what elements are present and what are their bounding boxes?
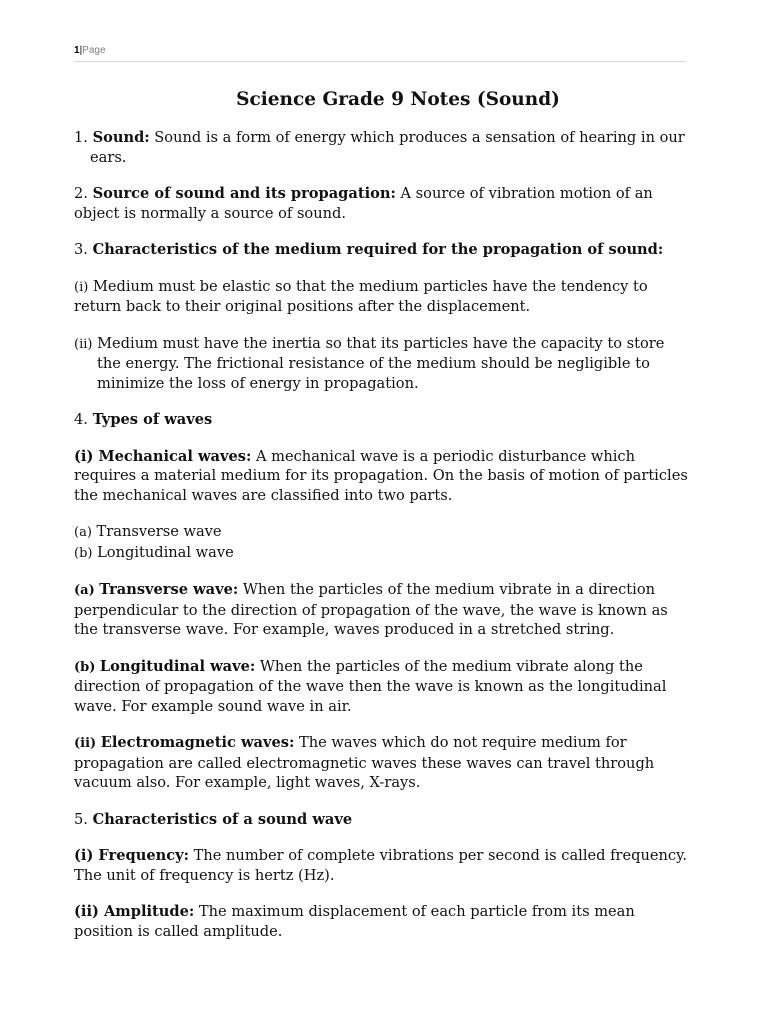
medium-item-elastic <box>74 277 688 317</box>
section-medium-characteristics <box>74 240 688 260</box>
list-item-transverse <box>74 522 688 543</box>
document-title: Science Grade 9 Notes (Sound) <box>236 89 560 110</box>
section-sound <box>74 128 688 167</box>
section-heading: Source of sound and its propagation: <box>92 185 396 202</box>
medium-item-inertia <box>74 334 688 394</box>
section-heading: Characteristics of a sound wave <box>92 810 353 828</box>
item-text: Transverse wave <box>91 523 222 540</box>
item-label: (ii) <box>74 336 93 352</box>
item-label: (i) <box>74 447 99 465</box>
item-heading: (i) Frequency: <box>74 847 189 864</box>
section-number: 4. <box>74 411 93 428</box>
section-types-of-waves <box>74 410 688 430</box>
item-heading: Longitudinal wave: <box>99 657 256 675</box>
item-text: The waves which do not require medium for propagation are called electromagnetic waves these waves can travel through vacuum also. For example, light waves, X-rays. <box>74 734 655 791</box>
item-text: Longitudinal wave <box>92 543 234 561</box>
electromagnetic-waves <box>74 733 688 793</box>
item-text: When the particles of the medium vibrate along the direction of propagation of the wave then the wave is known as the longitudinal wave. For example sound wave in air. <box>74 657 667 715</box>
item-text: Medium must be elastic so that the medium particles have the tendency to return back to their original positions after the displacement. <box>74 277 648 315</box>
section-number: 1. <box>74 129 93 146</box>
section-number: 3. <box>74 241 93 258</box>
mechanical-waves <box>74 447 688 506</box>
item-text: Medium must have the inertia so that its particles have the capacity to store the energy. The frictional resistance of the medium should be negligible to minimize the loss of energy in propagation. <box>92 334 665 392</box>
item-text: A mechanical wave is a periodic disturbance which requires a material medium for its propagation. On the basis of motion of particles the mechanical waves are classified into two parts. <box>74 447 688 504</box>
item-text: The maximum displacement of each particle from its mean position is called amplitude. <box>74 903 635 940</box>
item-label: (i) <box>74 279 89 295</box>
item-heading: Transverse wave: <box>99 581 239 598</box>
page-header <box>74 44 686 62</box>
section-sound-wave-characteristics <box>74 810 688 830</box>
section-heading: Types of waves <box>92 411 213 428</box>
item-text: When the particles of the medium vibrate in a direction perpendicular to the direction of propagation of the wave, the wave is known as the transverse wave. For example, waves produced in a stretched string. <box>74 581 668 638</box>
section-number: 5. <box>74 810 93 828</box>
item-label: (b) <box>74 659 100 675</box>
section-text: Sound is a form of energy which produces a sensation of hearing in our ears. <box>90 129 685 166</box>
document-body <box>74 128 688 958</box>
item-heading: Mechanical waves: <box>98 447 252 465</box>
item-heading: (ii) Amplitude: <box>74 903 195 920</box>
list-item-longitudinal <box>74 543 688 564</box>
page-separator: | <box>79 45 83 56</box>
item-label: (a) <box>74 583 100 598</box>
section-heading: Sound: <box>92 129 150 146</box>
section-text: A source of vibration motion of an object is normally a source of sound. <box>74 185 653 222</box>
item-heading: Electromagnetic waves: <box>100 734 295 751</box>
page-number: 1 <box>74 45 80 56</box>
section-source-of-sound <box>74 184 688 223</box>
longitudinal-wave <box>74 657 688 717</box>
item-text: The number of complete vibrations per second is called frequency. The unit of frequency is hertz (Hz). <box>74 847 688 884</box>
item-label: (ii) <box>74 736 101 751</box>
frequency <box>74 846 688 885</box>
section-number: 2. <box>74 185 93 202</box>
amplitude <box>74 902 688 941</box>
item-label: (a) <box>74 525 92 540</box>
section-heading: Characteristics of the medium required for the propagation of sound: <box>92 241 664 258</box>
item-label: (b) <box>74 545 93 561</box>
transverse-wave <box>74 580 688 640</box>
page-label: Page <box>82 45 106 56</box>
